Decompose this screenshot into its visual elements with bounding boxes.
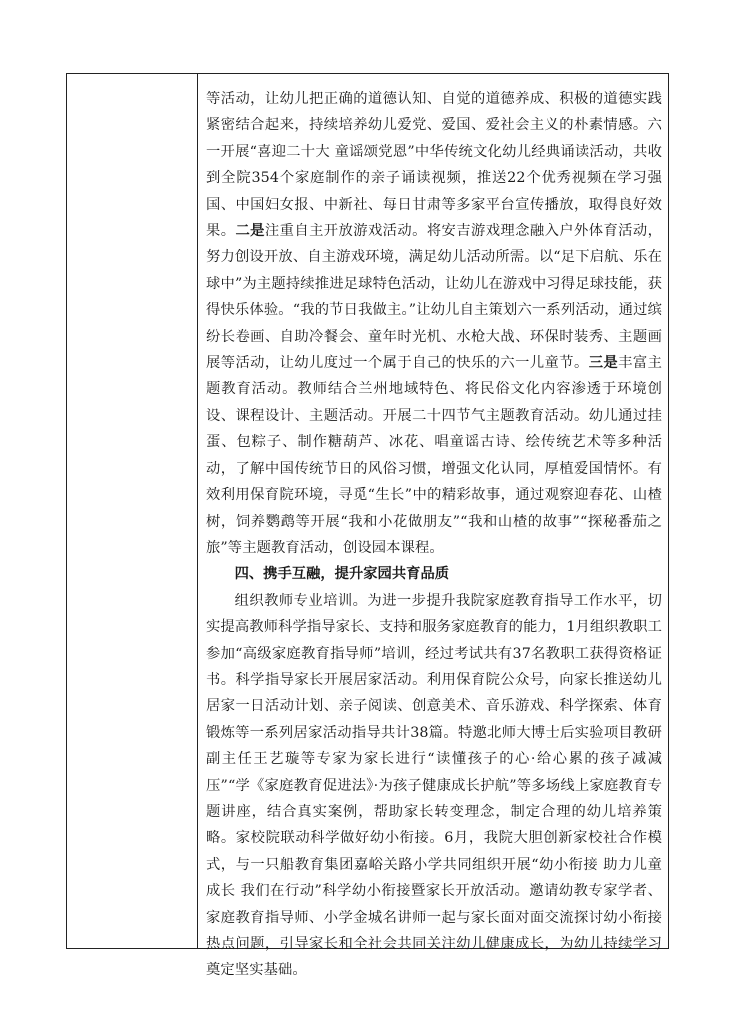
point-two-label: 二是 [235,223,265,240]
section-3-text-c: 丰富主题教育活动。教师结合兰州地域特色、将民俗文化内容渗透于环境创设、课程设计、主题活动。开展二十四节气主题教育活动。幼儿通过挂蛋、包粽子、制作糖葫芦、冰花、唱童谣古诗、绘传统艺术等多种活动，了解中国传统节日的风俗习惯，增强文化认同，厚植爱国情怀。有效利用保育院环境，寻觅“生长”中的精彩故事，通过观察迎春花、山楂树，饲养鹦鹉等开展“我和小花做朋友”“我和山楂的故事”“探秘番茄之旅”等主题教育活动，创设园本课程。 [206,355,662,556]
point-three-label: 三是 [588,355,619,372]
section-3-text-b: 注重自主开放游戏活动。将安吉游戏理念融入户外体育活动，努力创设开放、自主游戏环境，满足幼儿活动所需。以“足下启航、乐在球中”为主题持续推进足球特色活动，让幼儿在游戏中习得足球技能，获得快乐体验。“我的节日我做主。”让幼儿自主策划六一系列活动，通过缤纷长卷画、自助冷餐会、童年时光机、水枪大战、环保时装秀、主题画展等活动，让幼儿度过一个属于自己的快乐的六一儿童节。 [206,223,663,372]
section-3-paragraph [206,86,662,561]
report-table [66,73,669,979]
section-4-paragraph: 组织教师专业培训。为进一步提升我院家庭教育指导工作水平，切实提高教师科学指导家长、支持和服务家庭教育的能力，1月组织教职工参加“高级家庭教育指导师”培训，经过考试共有37名教职工获得资格证书。科学指导家长开展居家活动。利用保育院公众号，向家长推送幼儿居家一日活动计划、亲子阅读、创意美术、音乐游戏、科学探索、体育锻炼等一系列居家活动指导共计38篇。特邀北师大博士后实验项目教研副主任王艺璇等专家为家长进行“读懂孩子的心·给心累的孩子减减压”“学《家庭教育促进法》·为孩子健康成长护航”等多场线上家庭教育专题讲座，结合真实案例，帮助家长转变理念，制定合理的幼儿培养策略。家校院联动科学做好幼小衔接。6月，我院大胆创新家校社合作模式，与一只船教育集团嘉峪关路小学共同组织开展“幼小衔接 助力儿童成长 我们在行动”科学幼小衔接暨家长开放活动。邀请幼教专家学者、家庭教育指导师、小学金城名讲师一起与家长面对面交流探讨幼小衔接热点问题，引导家长和全社会共同关注幼儿健康成长，为幼儿持续学习奠定坚实基础。 [206,592,662,979]
content-cell [198,74,668,979]
section-3-text-a: 等活动，让幼儿把正确的道德认知、自觉的道德养成、积极的道德实践紧密结合起来，持续培养幼儿爱党、爱国、爱社会主义的朴素情感。六一开展“喜迎二十大 童谣颂党恩”中华传统文化幼儿经典诵读活动，共收到全院354个家庭制作的亲子诵读视频，推送22个优秀视频在学习强国、中国妇女报、中新社、每日甘肃等多家平台宣传播放，取得良好效果。 [206,91,662,240]
section-4-heading: 四、携手互融，提升家园共育品质 [234,566,450,583]
label-column-cell [67,74,198,948]
